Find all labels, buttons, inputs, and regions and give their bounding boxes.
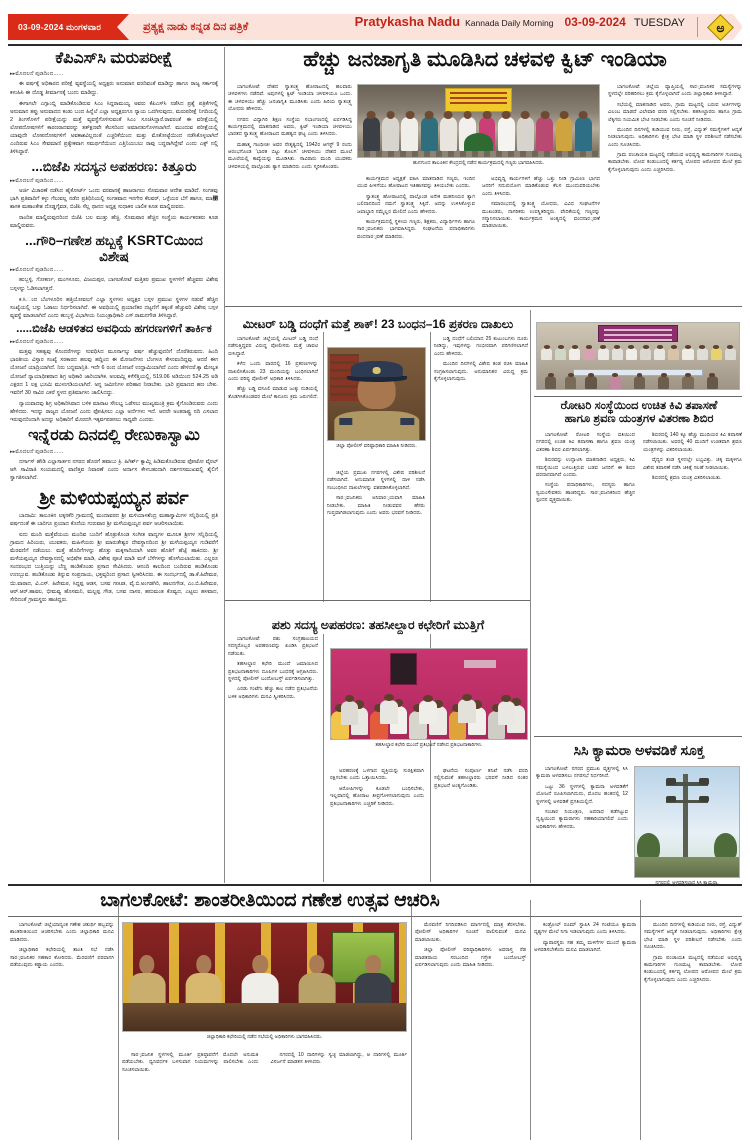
photo-person xyxy=(668,348,679,360)
byline-kpsc: ▸▸ ಮೊದಲನೆ ಪುಡದಿಂದ...... xyxy=(10,71,218,78)
photo-panelist xyxy=(185,955,222,1007)
paragraph: ರಾಂದಿತ ಮಾಲ್ಡಿರುವುದರಿಂದ ಬಿಜೆಪಿ ಬಲ ಮುತ್ತು ಹೆಚ್ಚಿ. ಸೊಮವಾರ ಹೆಚ್ಚಿನ ಸಂಸ್ಥೆಯ ಕಾರ್ಯಕರತರು ಕೂಡ ಮಾಲ್ಡಿರುವರು. xyxy=(10,215,218,230)
photo-person xyxy=(555,348,566,360)
vrule-left-col xyxy=(224,47,225,883)
paragraph: ಮೆರವಣಿಗೆ ನಿಗದಿಪಡಿಸಿದ ಮಾರ್ಗದಲ್ಲಿ ಮಾತ್ರ ತೆರಳಬೇಕು. ಪೋಲೀಸ್ ಅಧಿಕಾರಿಗಳ ಸೂಚನೆ ಪಾಲಿಸುವಂತೆ ಮನವಿ ಮಾಡಲಾಯಿತು. xyxy=(415,922,526,943)
paragraph: ಸಾರ्ವಜನಿಕ ಸ್ಥಳಗಳಲ್ಲಿ ಮೂರ್ತಿ ಪ್ರತಿಷ್ಠಾಪನೆಗೆ ಮೊದಲೇ ಅನುಮತಿ ಪಡೆಯಬೇಕು. ಧ್ವನಿವರ್ಧಕ ಬಳಸುವಾಗ ನಿಯಮಗಳನ್ನು ಪಾಲಿಸಬೇಕು ಎಂದು ಸೂಚಿಸಲಾಯಿತು. xyxy=(122,1052,259,1073)
lead-headline-block xyxy=(228,48,742,71)
abduction-headline-block xyxy=(228,618,528,632)
photo-officer-cap xyxy=(350,361,402,378)
paragraph: ಸ್ವಾತಂತ್ರ್ಯ ಹೋರಾಟದಲ್ಲಿ ಪಾಲ್ಗೊಂಡ ಅನೇಕ ಮಹನೀಯರ ತ್ಯಾಗ ಬಲಿದಾನದಿಂದ ನಮಗೆ ಸ್ವಾತಂತ್ರ್ಯ ಸಿಕ್ಕಿದೆ. ಅದನ್ನು ಉಳಿಸಿಕೊಳ್ಳುವ ಜವಾಬ್ದಾರಿ ನಮ್ಮೆಲ್ಲರ ಮೇಲಿದೆ ಎಂದು ಹೇಳಿದರು. xyxy=(357,193,475,215)
bottom-photo-panel xyxy=(122,922,407,1032)
headline-bjp-abduction: ...ಬಿಜೆಪಿ ಸದಸ್ಯನ ಅಪಹರಣ: ಕಿತ್ತೂರು xyxy=(31,159,197,175)
bottom-column-4 xyxy=(534,922,636,958)
paragraph: ಕಂಡ್ರೋಲ್ ರೂಮ್ ಸ್ಥಾಪಿಸಿ 24 ಗಂಟೆಯೂ ಕ್ಯಾಮರಾ ದೃಶ್ಯಗಳ ಮೇಲೆ ನಿಗಾ ಇಡಲಾಗುವುದು ಎಂದು ತಿಳಿಸಿದರು. xyxy=(534,922,636,936)
photo-person xyxy=(682,376,693,389)
byline-bjp: ▸▸ ಮೊದಲನೆ ಪುಡದಿಂದ...... xyxy=(10,178,218,185)
photo-person xyxy=(583,348,594,360)
meter-column-3 xyxy=(434,336,528,386)
rotary-headline-line2: ಹಾಗೂ ಶ್ರವಣ ಯಂತ್ರಗಳ ವಿತರಣಾ ಶಿಬಿರ xyxy=(564,413,714,426)
photo-panelist-head xyxy=(366,955,381,974)
photo-person xyxy=(658,376,669,389)
newspaper-logo-icon xyxy=(707,14,734,41)
paragraph: ಕಾರ್ಯಕ್ರಮದಲ್ಲಿ ಸ್ಥಳೀಯ ಗಣ್ಯರು, ಶಿಕ್ಷಕರು, ವಿದ್ಯಾರ್ಥಿಗಳು ಹಾಗೂ ಸಾರ्ವಜನಿಕರು ಭಾಗವಹಿಸಿದ್ದರು. ಸಂಘಟನೆಯ ಪದಾಧಿಕಾರಿಗಳು ವಂದನಾರ्ಪಣೆ ಮಾಡಿದರು. xyxy=(357,218,475,240)
vrule-bottom-4 xyxy=(640,900,641,1140)
vrule-right-col xyxy=(530,310,531,883)
photo-person xyxy=(545,376,556,389)
photo-person xyxy=(517,117,534,151)
photo-person xyxy=(612,348,623,360)
abduction-column-2 xyxy=(330,768,424,811)
photo-person xyxy=(725,348,736,360)
headline-bjp-rule-period: .....ಬಿಜೆಪಿ ಆಡಳಿತದ ಅವಧಿಯ ಹಗರಣಗಳಿಗೆ ತಾರ್ಕಿಕ xyxy=(16,323,212,336)
masthead-english-day: TUESDAY xyxy=(633,17,685,29)
photo-stage-front xyxy=(358,151,599,157)
photo-panelist xyxy=(298,955,335,1007)
photo-person xyxy=(569,348,580,360)
vrule-bottom-3 xyxy=(530,900,531,1140)
photo-person xyxy=(380,700,398,724)
photo-person xyxy=(598,348,609,360)
lead-photo-caption: ಹುನಗುಂದ ತಾಲೂಕಿನ ಕೇಂದ್ರದಲ್ಲಿ ನಡೆದ ಕಾರ್ಯಕ್ರಮದಲ್ಲಿ ಗಣ್ಯರು ಭಾಗವಹಿಸಿದರು. xyxy=(412,160,545,166)
paragraph: ಬಾದಾಮಿ: ತಾಲೂಕಿನ ಲಕ್ಕನಕೆರಿ ಗ್ರಾಮದಲ್ಲಿ ಮಂದಾವರದ ಶ್ರೀ ಮಳಿಯಾಳಶೆಂದ್ರ ಮಹಾಸ್ವಾಮಿಗಳ ಸನ್ನಿಧಿಯಲ್ಲಿ ಪ್ರತಿ ವರ್ಷದಂತೆ ಈ ಬಾರಿಗೂ ಪ್ರಯಾದ ಕೊನೆಯ ಗುರುವಾರ ಶ್ರೀ ಮಳೆಯಪ್ಪಯ್ಯನ ಪರ್ವ ಆಚರಿಸಲಾಯಿತು. xyxy=(10,512,218,527)
photo-person xyxy=(626,348,637,360)
byline-ksrtc: ▸▸ ಮೊದಲನೆ ಪುಡದಿಂದ...... xyxy=(10,267,218,274)
meter-photo-officer xyxy=(327,347,426,441)
lead-photo-group xyxy=(357,84,600,158)
paragraph: ಸಮಾರಂಭದಲ್ಲಿ ಸ್ವಾತಂತ್ರ್ಯ ಯೋಧರು, ವಿವಿಧ ಸಂಘಟನೆಗಳ ಮುಖಂಡರು, ನಾಗರಿಕರು ಉಪಸ್ಥಿತರಿದ್ದರು. ವೇದಿಕೆಯಲ್ಲಿ ಗಣ್ಯರನ್ನು ಸನ್ಮಾನಿಸಲಾಯಿತು. ಕಾರ್ಯಕ್ರಮದ ಅಂತ್ಯದಲ್ಲಿ ವಂದನಾರ्ಪಣೆ ಮಾಡಲಾಯಿತು. xyxy=(482,201,600,230)
photo-person xyxy=(498,117,515,151)
paragraph: ನಗರದ ವಿದ್ಯಾಗಿರಿ ಶಿಕ್ಷಣ ಸಂಸ್ಥೆಯ ಸಭಾಂಗಣದಲ್ಲಿ ಏರ್ಪಡಿಸಿದ್ದ ಕಾರ್ಯಕ್ರಮದಲ್ಲಿ ಮಾತನಾಡಿದ ಅವರು, ಕ್ವಿಟ್ ಇಂಡಿಯಾ ಚಳವಳಿಯು ಭಾರತದ ಸ್ವಾತಂತ್ರ್ಯ ಹೋರಾಟದ ಮಹತ್ವದ ಘಟ್ಟ ಎಂದು ತಿಳಿಸಿದರು. xyxy=(228,116,352,138)
cctv-camera-icon xyxy=(666,796,675,803)
lead-column-1 xyxy=(228,84,352,174)
photo-person xyxy=(498,701,516,725)
lead-headline: ಹೆಚ್ಚು ಜನಜಾಗೃತಿ ಮೂಡಿಸಿದ ಚಳವಳಿ ಕ್ವಿಟ್ ಇಂಡಿಯಾ xyxy=(303,48,667,71)
cctv-headline: ಸಿಸಿ ಕ್ಯಾಮರಾ ಅಳವಡಿಕೆ ಸೂಕ್ತ xyxy=(573,742,705,758)
photo-person xyxy=(711,348,722,360)
bottom-photo-caption: ಜಿಲ್ಲಾಧಿಕಾರಿ ಕಛೇರಿಯಲ್ಲಿ ನಡೆದ ಸಭೆಯಲ್ಲಿ ಅಧಿಕಾರಿಗಳು ಭಾಗವಹಿಸಿದರು. xyxy=(206,1034,323,1040)
abduction-photo-caption: ತಹಸೀಲ್ದಾರ ಕಛೇರಿ ಮುಂದೆ ಪ್ರತಿಭಟನೆ ನಡೆಸಿದ ಪ್ರತಿಭಟನಾಕಾರಿಗಳು. xyxy=(375,742,483,748)
paragraph: ಮುಂದಿನ ದಿನಗಳಲ್ಲಿ ಕುಡಿಯುವ ನೀರು, ರಸ್ತೆ, ವಿದ್ಯುತ್ ಸಮಸ್ಯೆಗಳಿಗೆ ಆದ್ಯತೆ ನೀಡಲಾಗುವುದು. ಅಧಿಕಾರಿಗಳು ಕ್ಷೇತ್ರ ಭೇಟಿ ಮಾಡಿ ಸ್ಥಳ ಪರಿಶೀಲನೆ ನಡೆಸಬೇಕು ಎಂದು ಸೂಚಿಸಿದರು. xyxy=(608,126,742,148)
vrule-bottom-1 xyxy=(118,900,119,1140)
photo-officer-torso xyxy=(334,411,419,440)
meter-photo-caption: ಜಿಲ್ಲಾ ಪೋಲೀಸ್ ವರಿಷ್ಟಾಧಿಕಾರಿ ಮಾಹಿತಿ ನೀಡಿದರು. xyxy=(336,443,417,449)
logo-glyph: ಅ xyxy=(716,19,724,34)
masthead-spacer xyxy=(248,14,354,40)
rotary-headline-block xyxy=(536,400,742,430)
paragraph: ಗ್ರಾಮ ಪಂಚಾಯತಿ ಮಟ್ಟದಲ್ಲಿ ನಡೆಯುವ ಅಭಿವೃದ್ಧಿ ಕಾಮಗಾರಿಗಳ ಗುಣಮಟ್ಟ ಕಾಪಾಡಬೇಕು. ಲೋಪ ಕಂಡುಬಂದಲ್ಲಿ ಕರ್ತವ್ಯ ಲೋಪದ ಆರೋಪದ ಮೇಲೆ ಕ್ರಮ ಕೈಗೊಳ್ಳಲಾಗುವುದು ಎಂದು ಎಚ್ಚರಿಸಿದರು. xyxy=(644,954,742,983)
photo-person xyxy=(565,376,576,389)
photo-person xyxy=(682,348,693,360)
meter-column-1 xyxy=(228,336,318,404)
paragraph: ಸಾರ्ವಜನಿಕರು ಅನಿವಾರ्ಯವಾಗಿ ಮಾಹಿತಿ ನೀಡಬೇಕು. ಮಾಹಿತಿ ನೀಡುವವರ ಹೆಸರು ಗುಪ್ತವಾಗಿಡಲಾಗುವುದು ಎಂದು ಅವರು ಭರವಸೆ ನೀಡಿದರು. xyxy=(327,495,425,516)
photo-conference-table xyxy=(123,1003,406,1031)
masthead-logo-cell xyxy=(698,14,742,40)
masthead xyxy=(8,14,742,40)
cctv-camera-icon xyxy=(666,778,675,785)
cctv-photo-caption: ನಗರದಲ್ಲಿ ಅಳವಡಿಸಲಾದ ಸಿಸಿ ಕ್ಯಾಮರಾ. xyxy=(655,880,719,886)
paragraph: ಶಿಬಿರವನ್ನು ಉದ್ಘಾಟಿಸಿ ಮಾತನಾಡಿದ ಅಧ್ಯಕ್ಷರು, ಕಿವಿ ಸಮಸ್ಯೆಯಿಂದ ಬಳಲುತ್ತಿರುವ ಬಡವ ಜನರಿಗೆ ಈ ಶಿಬಿರ ವರದಾನವಾಗಿದೆ ಎಂದರು. xyxy=(536,457,635,478)
paragraph: ಬಾಗಲಕೋಟೆ: ಜಿಲ್ಲೆಯ ವ್ಯಾಪ್ತಿಯಲ್ಲಿ ಸಾರ्ವಜನಿಕರ ಸಮಸ್ಯೆಗಳನ್ನು ಸ್ಥಳದಲ್ಲೇ ಪರಿಹರಿಸಲು ಕ್ರಮ ಕೈಗೊಳ್ಳಲಾಗಿದೆ ಎಂದು ಜಿಲ್ಲಾಧಿಕಾರಿ ತಿಳಿಸಿದ್ದಾರೆ. xyxy=(608,84,742,98)
paragraph: ಅಪಹರಣಕ್ಕೆ ಒಳಗಾದ ವ್ಯಕ್ತಿಯನ್ನು ಸುರಕ್ಷಿತವಾಗಿ ರಕ್ಷಿಸಬೇಕು ಎಂದು ಒತ್ತಾಯಿಸಿದರು. xyxy=(330,768,424,782)
paragraph: ಜಿಲ್ಲಾಧಿಕಾರಿ ಕಛೇರಿಯಲ್ಲಿ ಶಾಂತಿ ಸಭೆ ನಡೆಸಿ ಸಾರ्ವಜನಿಕರ ಸಹಕಾರ ಕೋರಿದರು. ಮೆರವಣಿಗೆ ಪರವಾನಗಿ ಪಡೆಯುವುದು ಕಡ್ಡಾಯ ಎಂದರು. xyxy=(10,947,114,968)
paragraph: ಈ ವರ್ಷಕ್ಕೆ ಅಧಿಕಾರದ ಪರೀಕ್ಷೆ ವ್ಯವಸ್ಥೆಯಲ್ಲಿ ಅಧ್ಯಕ್ಷರು ಅನುಮಾನ ವರದಿವಂತೆ ಮಾಡಿದ್ದು ಹಾಗೂ ರಾಜ್ಯ ಸರ್ಕಾರಕ್ಕೆ ಕಳುಹಿಸಿ ಈ ದೊಡ್ಡ ತೀರ್ಮಾನಕ್ಕೆ ಬಂದು ಮಾಡಿದ್ದು. xyxy=(10,81,218,96)
rotary-photo-meeting xyxy=(536,322,740,390)
paragraph: ಐದು ಮಂದಿ ಮತ್ತೆವೆಯಯ ಮಂದಿವ ಬಂದಿಗೆ ಹೊತ್ರುಕೊಂಡ ಸಂಗೀತ ವಾದ್ಯಗಳ ಮೂಲಕ ಶ್ರೀಗಳ ಸನ್ನಿಧಿಯಲ್ಲಿ ಗ್ರಾಮದ ಹಿರಿಯರು, ಯುವಕರು, ಮಹಿಳೆಯರು ಶ್ರೀ ಮಾರುತೇಶ್ವರ ದೇವಸ್ಥಾನದಿಂದ ಶ್ರೀ ಮಳೆಯಪ್ಪಯ್ಯನ ಗುಡಿವರೆಗೆ ಮೆರವಣಿಗೆ ನಡೆಯಲು. ಮತ್ತೆ ಹೊದಿಗೆಗಳನ್ನು ಹೊತ್ತು ಮಕ್ಕಳಾದಿಯಾಗಿ ಅವರ ಹೊತಿಗೆ ಹೆಜ್ಸೆ ಹಾಕಿದರು. ಶ್ರೀ ಮಳೆಯಪ್ಪಯ್ಯನ ದೇವಸ್ಥಾನದಲ್ಲಿ ಅಭಿಷೇಕ ಮಾಡಿ, ವಿಶೇಷ ಪೂಜೆ ಮಾಡಿ ಮಳೆ ಬೆಳೆಗಳನ್ನು ಹೊಳೆಯಲಾಯಿತು. ಎಲ್ಲರೂ ಸಂದರಂಭದ ಬುತ್ತಿಯನ್ನು ಬೆಣ್ಣ ಹಂಡಿಕೊಂಡು ಪ್ರಸಾದ ಸೇವಿಸಿದರು. ಆನಂದಿ ಕಾಲದಿಂದ ಬಂದಿರುವ ಹಂಡಿಕೊಂಡು ಉಣಬ್ಬುವ. ಹಂಡಿಕೊಂಡು ತಿನ್ನುವ ಸಂಪ್ರದಾಯ, ಭಕ್ತವ್ಯರಿಂದ ಪ್ರಸಾದ ಸ್ವೀಕರಿಸಿದರು. ಈ ಸಂದರ್ಭದಲ್ಲಿ ಡಾ.ಕೆ.ಹಿರೇಮಠ, ಯಿ.ವಾರಾದ, ವಿ.ಎಸ್. ಹಿರೇಮಠ, ಸಿದ್ದಪ್ಪ ಆಡಸ, ಬಸವ ಗouಡ, ವೈ.ಬಿ.ಅಂಗಡಗಿರಿ, ಹಾಲನಗೌಡ, ಎಂ.ಬಿ.ಹಿರೇಮಠ, ಆರ್.ಆರ್.ಹಾವಲ, ಭೀಮವ್ವ ಹೊಸಮನಿ, ಮಲ್ಲಪ್ಪ ಗೌಡ, ಬಸವ ದಾಸರ, ಹನುಮಂತ ಕೊವ್ವದ, ಎಟ್ಟಲು ಹಳವಾದ, ಸೇರಿದಂತೆ ಗ್ರಾಮಸ್ಥರು ಹಾಜಿದ್ದರು. xyxy=(10,531,218,603)
paragraph: ಅರ್ಜಿ ವಿಚಾರಣೆ ನಡೆಸಿದ ಹೈಕೋರ್ಟ್ ಒಂದು ವರವಾನಕ್ಕೆ ಹಾಜರಾಗಲು ಸೊಮವಾರ ಆದೇಶ ಮಾಡಿದೆ. ಸಂಗತವು ಭಾಗಿ ಪ್ರತಿವಾದಿಗೆ ಕಳ್ಳು ಗೆಲುವಲ್ಲ ನಡೆದ ಪ್ರತಿಧಿನಿಯಲ್ಲಿ ಸಂಗತವಾದ ಇನಗೇರ ಕೆಲವರ್, ಒಳ್ಳೆಯರ ಬೆಗೆ ಹಾಗೂ, ಮಾ಩ ಶಾಸಕ ಮಹಾಂತೇಶ ದೊಡ್ಡಗೈವಡ, ಬಿಜೆಪಿ ಸೆಲ್ಲ ಥಾನದ ಅಧ್ಯಕ್ಷ ಸುಧಾಕರ ಬಾಲಿಕ ಕೂಡ ಮಾಲ್ಡಿರುವರು. xyxy=(10,187,218,211)
vrule-meter-inner-2 xyxy=(430,332,431,602)
paragraph: ಕಳೆದ ಒಂದು ವಾರದಲ್ಲಿ 16 ಪ್ರಕರಣಗಳನ್ನು ದಾಖಲಿಸಿಕೊಂಡು 23 ಮಂದಿಯನ್ನು ಬಂಧಿಸಲಾಗಿದೆ ಎಂದು ವರಿಷ್ಟ ಪೋಲೀಸ್ ಅಧಿಕಾರಿ ತಿಳಿಸಿದರು. xyxy=(228,361,318,382)
paragraph: ಗ್ರಾಮ ಪಂಚಾಯತಿ ಮಟ್ಟದಲ್ಲಿ ನಡೆಯುವ ಅಭಿವೃದ್ಧಿ ಕಾಮಗಾರಿಗಳ ಗುಣಮಟ್ಟ ಕಾಪಾಡಬೇಕು. ಲೋಪ ಕಂಡುಬಂದಲ್ಲಿ ಕರ್ತವ್ಯ ಲೋಪದ ಆರೋಪದ ಮೇಲೆ ಕ್ರಮ ಕೈಗೊಳ್ಳಲಾಗುವುದು ಎಂದು ಎಚ್ಚರಿಸಿದರು. xyxy=(608,152,742,173)
photo-panelist xyxy=(129,955,166,1007)
headline-kpsc-reexam: ಕೆಪಿಎಸ್‌ಸಿ ಮರುಪರೀಕ್ಷೆ xyxy=(55,50,173,67)
paragraph: ಬಾಗಲಕೋಟೆ: ಜಿಲ್ಲೆಯಲ್ಲಿ ಮೀಟರ್ ಬಡ್ಡಿ ದಂಧೆ ನಡೆಸುತ್ತಿದ್ದವರ ವಿರುದ್ಧ ಪೋಲೀಸರು ಮತ್ತೆ ಚಾವಟಿ ಬೀಸಿದ್ದಾರೆ. xyxy=(228,336,318,357)
paragraph: ದರ್ಗಾಸ್ ಹೌಡಿ ಎಲ್ಲಾಸಾರ್ತನ ನಗರದ ಹೊರಗೆ ಹವಾಬು ಕ್ರಿ. ಹಿಗಿರ್ಶ್ ಕ್ಯಾಮ್ಲಿ ಹಿಡಿಮಕೊಂಡಿರುವ ಫೋಟೋ ವೈರಲ್ ಆಗಿ ಸಾವಿರಾತಿ ಸಂಯಮದಲ್ಲಿ ವಾಣಿತ್ತವ ನಿವಾರಣೆ ಎಂದು ಅರ್ದಾಸ ಕೇಳಬಹುದಾಗಿ ದರ್ಶನಸಮುಖವಲ್ಲಿ ಶೈಲಿಗೆ ಸ್ವಾಗತಿಸಲಾಗಿದೆ. xyxy=(10,458,218,481)
photo-person xyxy=(363,117,380,151)
photo-person xyxy=(575,117,592,151)
rotary-photo-caption: ಶಿಬಿರದಲ್ಲಿ ಶ್ರವಣ ಯಂತ್ರ ವಿತರಿಸಲಾಯಿತು. xyxy=(652,474,722,481)
rule-cctv-top xyxy=(534,736,742,737)
byline-bjp-rule: ▸▸ ಮೊದಲನೆ ಪುಡದಿಂದ...... xyxy=(10,339,218,346)
paragraph: ಜಿಲ್ಲಾ ಪೋಲೀಸ್ ವರಿಷ್ಠಾಧಿಕಾರಿಗಳು ಅವರಾಸ್ತ ರೆಡ ಮಾಡತರಾಯ ಸರಬಂದಿದ ಗಸ್ತೇಕ ಬಂದೋಬಸ್ತ್ ಏರ್ಪಡಿಸಲಾಗುವುದು ಎಂದು ಮಾಹಿತಿ ನೀಡಿದರು. xyxy=(415,947,526,968)
photo-person xyxy=(610,376,621,389)
photo-person xyxy=(654,348,665,360)
rule-lead-bottom xyxy=(225,306,742,307)
paragraph: ಸಂಚಾರ ನಿಯಂತ್ರಣ, ಅಪರಾಧ ತಡೆಗಟ್ಟುವ ದೃಷ್ಟಿಯಿಂದ ಕ್ಯಾಮರಾಗಳು ಸಹಕಾರಿಯಾಗಲಿವೆ ಎಂದು ಅಧಿಕಾರಿಗಳು ಹೇಳಿದರು. xyxy=(536,808,628,830)
paragraph: ಬಾಗಲಕೋಟೆ: ಪಶು ಸಂಗ್ರಹಾಲಯದ ಸದಸ್ಯರೊಬ್ಬರ ಅಪಹರಣವನ್ನು ಖಂಡಿಸಿ ಪ್ರತಿಭಟನೆ ನಡೆಯಿತು. xyxy=(228,636,318,657)
photo-wall-plaque xyxy=(464,660,495,668)
right-top-column xyxy=(608,84,742,177)
bottom-column-2 xyxy=(122,1052,407,1077)
paragraph: ನ್ಯಾಯವಾದವು ಶಿಗ್ರ ಅಧಿಕಾರಿಸಿವಾದ ಬಳಿಕ ಮಾರಾಟ ಸೌಲಭ್ಯ ಒಡೆಸಲು ಮುಖ್ಯಮಂತ್ರಿ ಕ್ರಮ ಕೈಗೊಂಡಿರುವರು ಎಂದು ಹೇಳಿದರು. ಇದನ್ನು ರಾಜ್ಯದ ಯೋಜನೆ ಎಂದು ಫೋಷಿಸಲು ಎಲ್ಲಾ ಅರ್ದೆಗಳು ಇದೆ. ಆದರೇ ಅಂತರಾಷ್ಟ್ರ ನದಿ ಎಸಲಾದ ಇರುವುದರಿಂದಾಗಿ ಅದನ್ನು ಅಧಿಕಾರಿಗೆ ಮೊರದಗಿ ಇಕ್ಕರ್ವಪಡಸಲು ಸಾಧ್ಯವೇ ಎಂದರು. xyxy=(10,400,218,424)
photo-panelist-head xyxy=(196,955,211,974)
left-column xyxy=(10,50,218,607)
masthead-english-subtitle: Kannada Daily Morning xyxy=(465,18,554,28)
paragraph: ಅಭಿವೃದ್ಧಿ ಕಾರ್ಯಗಳಿಗೆ ಹೆಚ್ಚು ಒತ್ತು ನೀಡಿ ಗ್ರಾಮೀಣ ಭಾಗದ ಜನರಿಗೆ ಸದುಪಯೋಗ ಮಾಡಿಕೊಡುವ ಕೆಲಸ ಮುಂದುವರಿಯಬೇಕು ಎಂದು ತಿಳಿಸಿದರು. xyxy=(482,176,600,197)
photo-person xyxy=(556,117,573,151)
photo-person xyxy=(697,348,708,360)
photo-stage-banner xyxy=(598,325,679,342)
meter-headline-block xyxy=(228,318,528,332)
vrule-abduction-inner xyxy=(323,634,324,882)
photo-person xyxy=(382,117,399,151)
photo-person xyxy=(421,117,438,151)
paragraph: ವ್ಯಾಪಾರಸ್ಥರು ಸಹ ತಮ್ಮ ಮಳಿಗೆಗಳ ಮುಂದೆ ಕ್ಯಾಮರಾ ಅಳವಡಿಸಬೇಕೆಂದು ಮನವಿ ಮಾಡಲಾಗಿದೆ. xyxy=(534,939,636,954)
bottom-column-3 xyxy=(415,922,526,972)
paragraph: ಮತ್ತವು ಸಹತ್ವವು ಕೊಂದರೆಗಳನ್ನು ಸುವಧಿಸಿದ ಮೂರ್ನಾಲ್ಕು ವರ್ಷ ಹೆಚ್ಚುವುದರಿಗೆ ದೊರೆತಿರುವದು. ಹಿಂದಿ ಭಾರತೀಯ ವಿಸ್ತಾರ ಸಂಖ್ಯೆ ಸರಕಾರದ ಹಲವು ಹದ್ದಿಂದ ಈ ಮೋಜನೆಗಳು ಬೆಂಗಳೂ ಕೇಳುವಂದಿದ್ದವು. ಆದರೆ ಈಗ ಯೋಜನೆ ಯಾದ್ರಿಯಾಗಿದೆ. ನಿರು ಬದ್ಧಮಾನ್ರಿತಿ. ಇದೇ 6 ರಂದ ಯೋಜನೆ ಉದ್ದಾಮಿಯಾಗಿದೆ ಎಂದು ಹೇಳಿದರೆ.ಕ್ಕಾ ಮೇಲ್ವತ ಯೋಜನೆ ನ್ಯಾಯಾಧೀಶರಾದ ಶಿಗ್ರ ಅಧಿಕಾರಿ ಜಾರಿಯಾಗಿಕ. ಅಲವಮ್ಲಿ ಕಳೆಸೆತ್ತಿಯಲ್ಲಿ, 519.06 ಅಡಿಯಿಂದ 524.25 ಅಡಿ ಎಕ್ಷರದ 1 ಲಕ್ಷ ಭೂಮಿ ಮುಳುಗಡಿಯಲಾಗಿದೆ. ಅನ್ನ ಜಮೀನಿಗಳ ಪರಿಹಾರ ನೀಡಬೇಕು. ಭಾರಿ ಪ್ರಮಾಣದ ಹಣ ಬೇಕು. ಇವರಿಗೆ 30 ಸಾವಿರ ಎಕರೆ ಸ್ಥಳದ ಪ್ರತಿಮಾಗಳು ಚಾಲಿಸಿದದ್ದು. xyxy=(10,349,218,396)
rotary-column-2 xyxy=(643,432,742,485)
photo-person xyxy=(419,700,437,724)
masthead-kannada-title: ಪ್ರತ್ಯಕ್ಷ ನಾಡು ಕನ್ನಡ ದಿನ ಪತ್ರಿಕೆ xyxy=(143,20,249,33)
paragraph: ತಹಸೀಲ್ದಾರ ಕಛೇರಿ ಮುಂದೆ ಜಮಾಯಿಸಿದ ಪ್ರತಿಭಟನಾಕಾರಿಗಳು ದೂಷಿಗಳ ಬಂಧನಕ್ಕೆ ಆಗ್ರಹಿಸಿದರು. ಸ್ಥಳದಲ್ಲಿ ಪೋಲೀಸ್ ಬಂದೋಬಸ್ತ್ ಏರ್ಪಡಿಸಲಾಗಿತ್ತು. xyxy=(228,661,318,682)
paragraph: ಜಿಲ್ಲೆಯ ಪ್ರಮುಖ ನಗರಗಳಲ್ಲಿ ವಿಶೇಷ ಪರಿಶೀಲನೆ ನಡೆಸಲಾಗಿದೆ. ಅನುಮಾನಿತ ಸ್ಥಳಗಳಲ್ಲಿ ದಾಳಿ ನಡೆಸಿ ಸಂಬಂಧಿಸಿದ ದಾಖಲೆಗಳನ್ನು ವಶಪಡಿಸಿಕೊಳ್ಳಲಾಗಿದೆ. xyxy=(327,470,425,491)
paragraph: ಹೆಚ್ಚು ಬಡ್ಡಿ ವಸೂಲಿ ಮಾಡುವ ಜುಕ್ಕು ನುಡಿಯಲ್ಲಿ ತೊಡಗಿಸಿಕೊಂಡವರ ಮೇಲೆ ಕಾನೂನು ಕ್ರಮ ಜರುಗಲಿದೆ. xyxy=(228,386,319,400)
paragraph: ಹುಬ್ಬಳ್ಳಿ, ಗೋಕರ್ಣ, ಮಂಗಳೂರು, ವಿಜಯಪುರ, ಬಾಗಲಕೋಟೆ ಮತ್ತಿತರ ಪ್ರಮುಖ ಸ್ಥಳಗಳಿಗೆ ಹೆಚ್ಚವರು ವಿಶೇಷ ಬಸ್ಗಳನ್ನು ಓಡಿಸಲಾಗತ್ತದೆ. xyxy=(10,277,218,292)
rule-bottom-banner-bottom xyxy=(8,916,742,917)
paragraph: ಘಟನೆಯ ಸಂಪೂರ್ಣ ತನಿಖೆ ನಡೆಸಿ ವರದಿ ಸಲ್ಲಿಸುವಂತೆ ತಹಸೀಲ್ದಾರರು ಭರವಸೆ ನೀಡಿದ ನಂತರ ಪ್ರತಿಭಟನೆ ಅಂತ್ಯಗೊಂಡಿತು. xyxy=(434,768,528,789)
photo-person xyxy=(634,376,645,389)
photo-panelist-head xyxy=(139,955,154,974)
lead-column-2 xyxy=(357,176,475,244)
paragraph: ಮುಂದಿನ ದಿನಗಳಲ್ಲಿ ಕುಡಿಯುವ ನೀರು, ರಸ್ತೆ, ವಿದ್ಯುತ್ ಸಮಸ್ಯೆಗಳಿಗೆ ಆದ್ಯತೆ ನೀಡಲಾಗುವುದು. ಅಧಿಕಾರಿಗಳು ಕ್ಷೇತ್ರ ಭೇಟಿ ಮಾಡಿ ಸ್ಥಳ ಪರಿಶೀಲನೆ ನಡೆಸಬೇಕು ಎಂದು ಸೂಚಿಸಿದರು. xyxy=(644,922,742,951)
paragraph: ವೈದ್ಯರ ತಂಡ ಸ್ಥಳದಲ್ಲೇ ಲಭ್ಯವಿತ್ತು. ಚಿಕ್ಕ ಮಕ್ಕಳಿಗೂ ವಿಶೇಷ ತಪಾಸಣೆ ನಡೆಸಿ ಚಿಕಿತ್ಸೆ ಸಲಹೆ ನೀಡಲಾಯಿತು. xyxy=(643,457,742,471)
paragraph: ಶಿಬಿರದಲ್ಲಿ 140 ಕ್ಕೂ ಹೆಚ್ಚು ಮಂದಿಯರ ಕಿವಿ ತಪಾಸಣೆ ನಡೆಸಲಾಯಿತು. ಅವರಲ್ಲಿ 40 ಮಂದಿಗೆ ಉಚಿತವಾಗಿ ಶ್ರವಣ ಯಂತ್ರಗಳನ್ನು ವಿತರಿಸಲಾಯಿತು. xyxy=(643,432,742,453)
abduction-column-1 xyxy=(228,636,318,704)
masthead-date-tab: 03-09-2024 ಮಂಗಳವಾರ xyxy=(8,14,117,40)
photo-panelist xyxy=(242,955,279,1007)
paragraph: ಆರೋಪಿಗಳನ್ನು ಕೂಡಲೇ ಬಂಧಿಸಬೇಕು, ಇಲ್ಲವಾದಲ್ಲಿ ಹೋರಾಟ ತೀವ್ರಗೊಳಿಸಲಾಗುವುದು ಎಂದು ಪ್ರತಿಭಟನಾಕಾರಿಗಳು ಎಚ್ಚರಿಕೆ ನೀಡಿದರು. xyxy=(330,785,424,807)
photo-people-row-back xyxy=(537,347,739,360)
headline-ksrtc-special: ...ಗೌರಿ–ಗಣೇಶ ಹಬ್ಬಕ್ಕೆ KSRTCಯಿಂದ ವಿಶೇಷ xyxy=(25,233,203,264)
paragraph: ಬಡ್ಡಿ ದಂಧೆಗೆ ಬಲಿಯಾದ 25 ಕುಟುಂಬಗಳು ದೂರು ನೀಡಿದ್ದು, ಇವುಗಳನ್ನು ಗಂಭೀರವಾಗಿ ಪರಿಗಣಿಸಲಾಗಿದೆ ಎಂದು ಹೇಳಿದರು. xyxy=(434,336,528,357)
masthead-english-block xyxy=(355,14,697,40)
cctv-headline-block xyxy=(536,742,742,758)
photo-person xyxy=(341,701,359,725)
photo-panelist-head xyxy=(309,955,324,974)
bottom-headline-block xyxy=(10,890,530,912)
paragraph: ಕಾರ್ಯಕ್ರಮದ ಅಧ್ಯಕ್ಷತೆ ವಹಿಸಿ ಮಾತನಾಡಿದ ಗಣ್ಯರು, ಇಂದಿನ ಯುವ ಪೀಳಿಗೆಯು ಹೋರಾಟದ ಇತಿಹಾಸವನ್ನು ತಿಳಿಯಬೇಕು ಎಂದರು. xyxy=(357,176,475,190)
paragraph: ಎರಡು ಗಂಟೆಗು ಹೆಚ್ಚು ಕಾಲ ನಡೆದ ಪ್ರತಿಭಟನೆಯ ಬಳಿಕ ಅಧಿಕಾರಿಗಳು ಮನವಿ ಸ್ವೀಕರಿಸಿದರು. xyxy=(228,686,318,700)
rule-under-masthead xyxy=(8,44,742,46)
photo-person xyxy=(458,699,476,723)
photo-person xyxy=(401,117,418,151)
bottom-column-5 xyxy=(644,922,742,987)
bottom-headline: ಬಾಗಲಕೋಟೆ: ಶಾಂತರೀತಿಯಿಂದ ಗಣೇಶ ಉತ್ಸವ ಆಚರಿಸಿ xyxy=(100,890,440,911)
rule-rotary-top xyxy=(534,396,742,397)
rotary-column-1 xyxy=(536,432,635,507)
paragraph: ಬಾಗಲಕೋಟೆ: ಜಿಲ್ಲೆಯಾದ್ಯಂತ ಗಣೇಶ ಚತುರ್ಥಿ ಹಬ್ಬವನ್ನು ಶಾಂತರೀತಿಯಿಂದ ಆಚರಿಸಬೇಕು ಎಂದು ಜಿಲ್ಲಾಧಿಕಾರಿ ಮನವಿ ಮಾಡಿದರು. xyxy=(10,922,114,943)
paragraph: ಮುಂದಿನ ದಿನಗಳಲ್ಲಿ ವಿಶೇಷ ತಂಡ ರಚಿಸಿ ಮಾಹಿತಿ ಸಂಗ್ರಹಿಸಲಾಗುವುದು. ಅನುಮಾನಿತರ ವಿರುದ್ಧ ಕ್ರಮ ಕೈಗೊಳ್ಳಲಾಗುವುದು. xyxy=(434,361,528,382)
photo-person xyxy=(536,117,553,151)
rule-meter-bottom xyxy=(225,600,530,601)
photo-person xyxy=(541,348,552,360)
photo-person xyxy=(440,117,457,151)
meter-column-2 xyxy=(327,470,425,520)
rule-bottom-banner-top xyxy=(8,884,742,886)
paragraph: ಬಾಗಲಕೋಟೆ: ದೇಶದ ಸ್ವಾತಂತ್ರ್ಯ ಹೋರಾಟದಲ್ಲಿ ಹಲವಾರು ಚಳವಳಿಗಳು ನಡೆದಿವೆ. ಅವುಗಳಲ್ಲಿ ಕ್ವಿಟ್ ಇಂಡಿಯಾ ಚಳವಳಿಯೂ ಒಂದು. ಈ ಚಳವಳಿಯು ಹೆಚ್ಚು ಜನಜಾಗೃತಿ ಮೂಡಿಸಿತು ಎಂದು ಹಿರಿಯ ಸ್ವಾತಂತ್ರ್ಯ ಯೋಧರು ಹೇಳಿದರು. xyxy=(228,84,352,113)
rotary-headline-line1: ರೋಟರಿ ಸಂಸ್ಥೆಯಿಂದ ಉಚಿತ ಕಿವಿ ತಪಾಸಣೆ xyxy=(560,400,718,412)
paragraph: ಕ.ಸಿ.ಂದ ಬೆಂಗಳೂರಿನ ಹತ್ತಿಯೋವಲಗೆ ಎಲ್ಲಾ ಸ್ಥಳಗಳು ಅಧ್ಯಕ್ಷರ ಬಸ್ಗಳ ಪ್ರಮುಖ ಸ್ಥಳಗಳ ನಡುವೆ ಹೆಚ್ಚಿನ ಸಂಖ್ಯೆಯಲ್ಲಿ ಬಸ್ಸು ಓಡಾಲು ನಿರ್ಧರಿಸಲಾಗಿದೆ. ಈ ಅವಧಿಯಲ್ಲಿ ಪ್ರಯಾಣಿಕರ ದಟ್ಟಣಿಗೆ ತಕ್ಕಂತೆ ಹೆಚ್ಚುವರಿ ವಿಶೇಷ ಬಸ್ಗಳ ವ್ಯವಸ್ಥೆ ಮಾಡಲಾಗಿದೆ ಎಂದು ಹುಬ್ಬಳ್ಳಿ ವಿಭಾಗೀಯ ನಿಯಂತ್ರಾಧಿಕಾರಿ ಎಸ್.ರಾಮನಗೌಡ ತಿಳಿಸಿದ್ದಾರೆ. xyxy=(10,296,218,319)
photo-person xyxy=(707,376,718,389)
masthead-english-date: 03-09-2024 xyxy=(564,15,626,29)
paragraph: ಬಾಗಲಕೋಟೆ: ರೋಟರಿ ಸಂಸ್ಥೆಯ ವತಿಯಿಂದ ನಗರದಲ್ಲಿ ಉಚಿತ ಕಿವಿ ತಪಾಸಣಾ ಹಾಗೂ ಶ್ರವಣ ಯಂತ್ರ ವಿತರಣಾ ಶಿಬಿರ ಏರ್ಪಡಿಸಲಾಗಿತ್ತು. xyxy=(536,432,635,453)
paragraph: ಬಾಗಲಕೋಟೆ: ನಗರದ ಪ್ರಮುಖ ವೃತ್ತಗಳಲ್ಲಿ ಸಿಸಿ ಕ್ಯಾಮರಾ ಅಳವಡಿಸಲು ನಗರಸಭೆ ನಿರ್ಧರಿಸಿದೆ. xyxy=(536,766,628,780)
photo-person xyxy=(585,376,596,389)
masthead-english-title: Pratykasha Nadu xyxy=(354,14,461,29)
paragraph: ಈಗಾಗಲೇ ಎಗ್ಸಾಂಬ್ಲಿ ಮಾಡಿಕೊಂಡಿರುವ ಸಿಎಂ ಸಿದ್ದರಾಮಯ್ಯ ಅವರು ಕೆಪಿಎಸ್‌ಸಿ ನಡೆಸಿದ ಪ್ರಶ್ನೆ ಪತ್ರಿಕೆಗಳಲ್ಲಿ ಅನುಮಾನ ತಪ್ಪು ಅನುವಾದದ ಕಂಡು ಬಂದ ಹಿನ್ನೆಲೆ ಎಲ್ಲಾ ಅಧ್ಯಕ್ಷರುಗೂ ನ್ಯಾಯ ಒದಗಿಸುವುದು, ಮರುಪರೀಕ್ಷೆ ನಿಗದಿಯಲ್ಲಿ 2 ತಿಂಗಳೊಳಗೆ ಪರೀಕ್ಷೆಯನ್ನು ಮತ್ತೆ ವ್ಯವಸ್ಥೆಗೊಳಿಸುವಂತೆ ಸಿಎಂ ಸೂಚಿಸಿದ್ದಾರೆ.ರಾವರಂತೆ ಈ ವರೀಕ್ಷೆಯಲ್ಲಿ ಲೋಪದೋಷಗಳಿಗೆ ಕಾರಣರಾದವರನ್ನು ತತ್ಕ್ಷಣವೇ ಕೆಲಸದಿಂದ ಅಮಾನತುಗೊಳಸಲಾಗಿದೆ. ಮುಂದುವ ಪರೀಕ್ಷೆಯಲ್ಲಿ ಯಾವುದೇ ಲೋಪದೋಷಗಳಿಗೆ ಅವಕಾಶವಿಲ್ಲದಂತೆ ಎಚ್ಚರಿಕೆಯಿಂದ ಮತ್ತು ಮೊಕೋಟ್ಟೆಯಿಂದ ನಡೆಸಿಕೊಳ್ಳಲಾಗಿದೆ ಎಂದಿರುವ ಸಿಎಂ ಸೇವಮಾಣಿ ಪ್ರತ್ಯೇಕವಾಗ ಸಮರ್ಥನೆಯಿಂದ ಎತ್ತಿನಿಯಬಲು ರಾವು ಬದ್ಧರಾಗಿದ್ದೇವೆ ಎಂದು ಎಕ್ಸ್ ನಲ್ಲಿ ತಿಳಿಸಿದ್ದಾರೆ. xyxy=(10,100,218,156)
photo-person xyxy=(640,348,651,360)
lead-column-3 xyxy=(482,176,600,234)
byline-renukaswamy: ▸▸ ಮೊದಲನೆ ಪುಡದಿಂದ...... xyxy=(10,449,218,456)
vrule-bottom-2 xyxy=(411,900,412,1140)
photo-people-row-front xyxy=(537,374,739,389)
meter-headline: ಮೀಟರ್ ಬಡ್ಡಿ ದಂಧೆಗೆ ಮತ್ತೆ ಶಾಕ್! 23 ಬಂಧನ–16 ಪ್ರಕರಣ ದಾಖಲು xyxy=(242,317,514,331)
photo-panelist xyxy=(355,955,392,1007)
paragraph: ಸಂಸ್ಥೆಯ ಪದಾಧಿಕಾರಿಗಳು, ಸದಸ್ಯರು ಹಾಗೂ ಸ್ವಯಂಸೇವಕರು ಹಾಜಿರಿದ್ದರು. ಸಾರ्ವಜನಿಕರಿಂದ ಹೆಚ್ಚಿನ ಸ್ಪಂದನ ವ್ಯಕ್ತವಾಯಿತು. xyxy=(536,482,635,503)
paragraph: ಸಭೆಯಲ್ಲಿ ಮಾತನಾಡಿದ ಅವರು, ಗ್ರಾಮ ಮಟ್ಟದಲ್ಲಿ ಬರುವ ಅರ್ಜಿಗಳನ್ನು ವಿಲಂಬ ಮಾಡದೆ ವಿಲೇವಾರಿ ವರದಿ ಸಲ್ಲಿಸಬೇಕು. ತಹಸೀಲ್ದಾರರು ಹಾಗೂ ಗ್ರಾಮ ಲೆಕ್ಕಿಗರು ನಿಯಮಿತ ಭೇಟಿ ನೀಡಬೇಕು ಎಂದು ಸೂಚನೆ ನೀಡಿದರು. xyxy=(608,101,742,123)
paragraph: ಮಹಾತ್ಮ ಗಾಂಧೀಜೀ ಅವರ ನೇತೃತ್ವದಲ್ಲಿ 1942ರ ಆಗಸ್ಟ್ 9 ರಂದು ಆರಂಭಗೊಂಡ 'ಭಾರತ ಬಿಟ್ಟು ತೊಲಗಿ' ಚಳವಳಿಯು ದೇಶದ ಮೂಲೆ ಮೂಲೆಯಲ್ಲಿ ಕಾವ್ವೆಯನ್ನು ಮೂಡಿಸಿತು. ಸಾವಿರಾರು ಮಂದಿ ಯುವಕರು ಚಳವಳಿಯಲ್ಲಿ ಪಾಲ್ಗೊಂಡು ತ್ಯಾಗ ಮಾಡಿದರು ಎಂದು ಸ್ಮರಿಸಿಕೊಂಡರು. xyxy=(228,141,352,170)
abduction-column-3 xyxy=(434,768,528,793)
bottom-column-1 xyxy=(10,922,114,972)
headline-maliyappayya-parva: ಶ್ರೀ ಮಳಿಯಪ್ಪಯ್ಯನ ಪರ್ವ xyxy=(39,487,189,508)
paragraph: ಒಟ್ಟು 36 ಸ್ಥಳಗಳಲ್ಲಿ ಕ್ಯಾಮರಾ ಅಳವಡಿಕೆಗೆ ಯೋಜನೆ ರೂಪಿಸಲಾಗಿದುದು, ಮೊದಲ ಹಂತದಲ್ಲಿ 12 ಸ್ಥಳಗಳಲ್ಲಿ ಅಳವಡಿಕೆ ಪ್ರಗತಿಯಲ್ಲಿದೆ. xyxy=(536,783,628,805)
cctv-photo-pole xyxy=(634,766,740,878)
abduction-headline: ಪಶು ಸದಸ್ಯ ಅಪಹರಣ: ತಹಸೀಲ್ದಾರ ಕಛೇರಿಗೆ ಮುತ್ತಿಗೆ xyxy=(271,618,485,632)
abduction-photo-protest xyxy=(330,648,528,740)
photo-panelist-head xyxy=(253,955,268,974)
cctv-camera-icon xyxy=(699,796,708,803)
photo-ground xyxy=(635,857,739,877)
photo-crowd xyxy=(331,680,527,739)
paragraph: ನಗರದಲ್ಲಿ 10 ದಾರಿಗಳನ್ನು ಸ್ವಚ್ಛ ಮಾಡಲಾಗಿದ್ದು, ಆ ದಾರಿಗಳಲ್ಲಿ ಮೂರ್ತಿ ವಿಸರ್ಜನೆ ಮಾಡತಸ ತಿಳಿಸಿದರು. xyxy=(270,1052,407,1066)
headline-renukaswamy: ಇನ್ನೆರಡು ದಿನದಲ್ಲಿ ರೇಣುಕಾಸ್ವಾಮಿ xyxy=(28,427,200,445)
vrule-meter-inner xyxy=(323,332,324,602)
cctv-camera-icon xyxy=(699,778,708,785)
cctv-column-1 xyxy=(536,766,628,834)
photo-utility-pole xyxy=(683,774,688,871)
